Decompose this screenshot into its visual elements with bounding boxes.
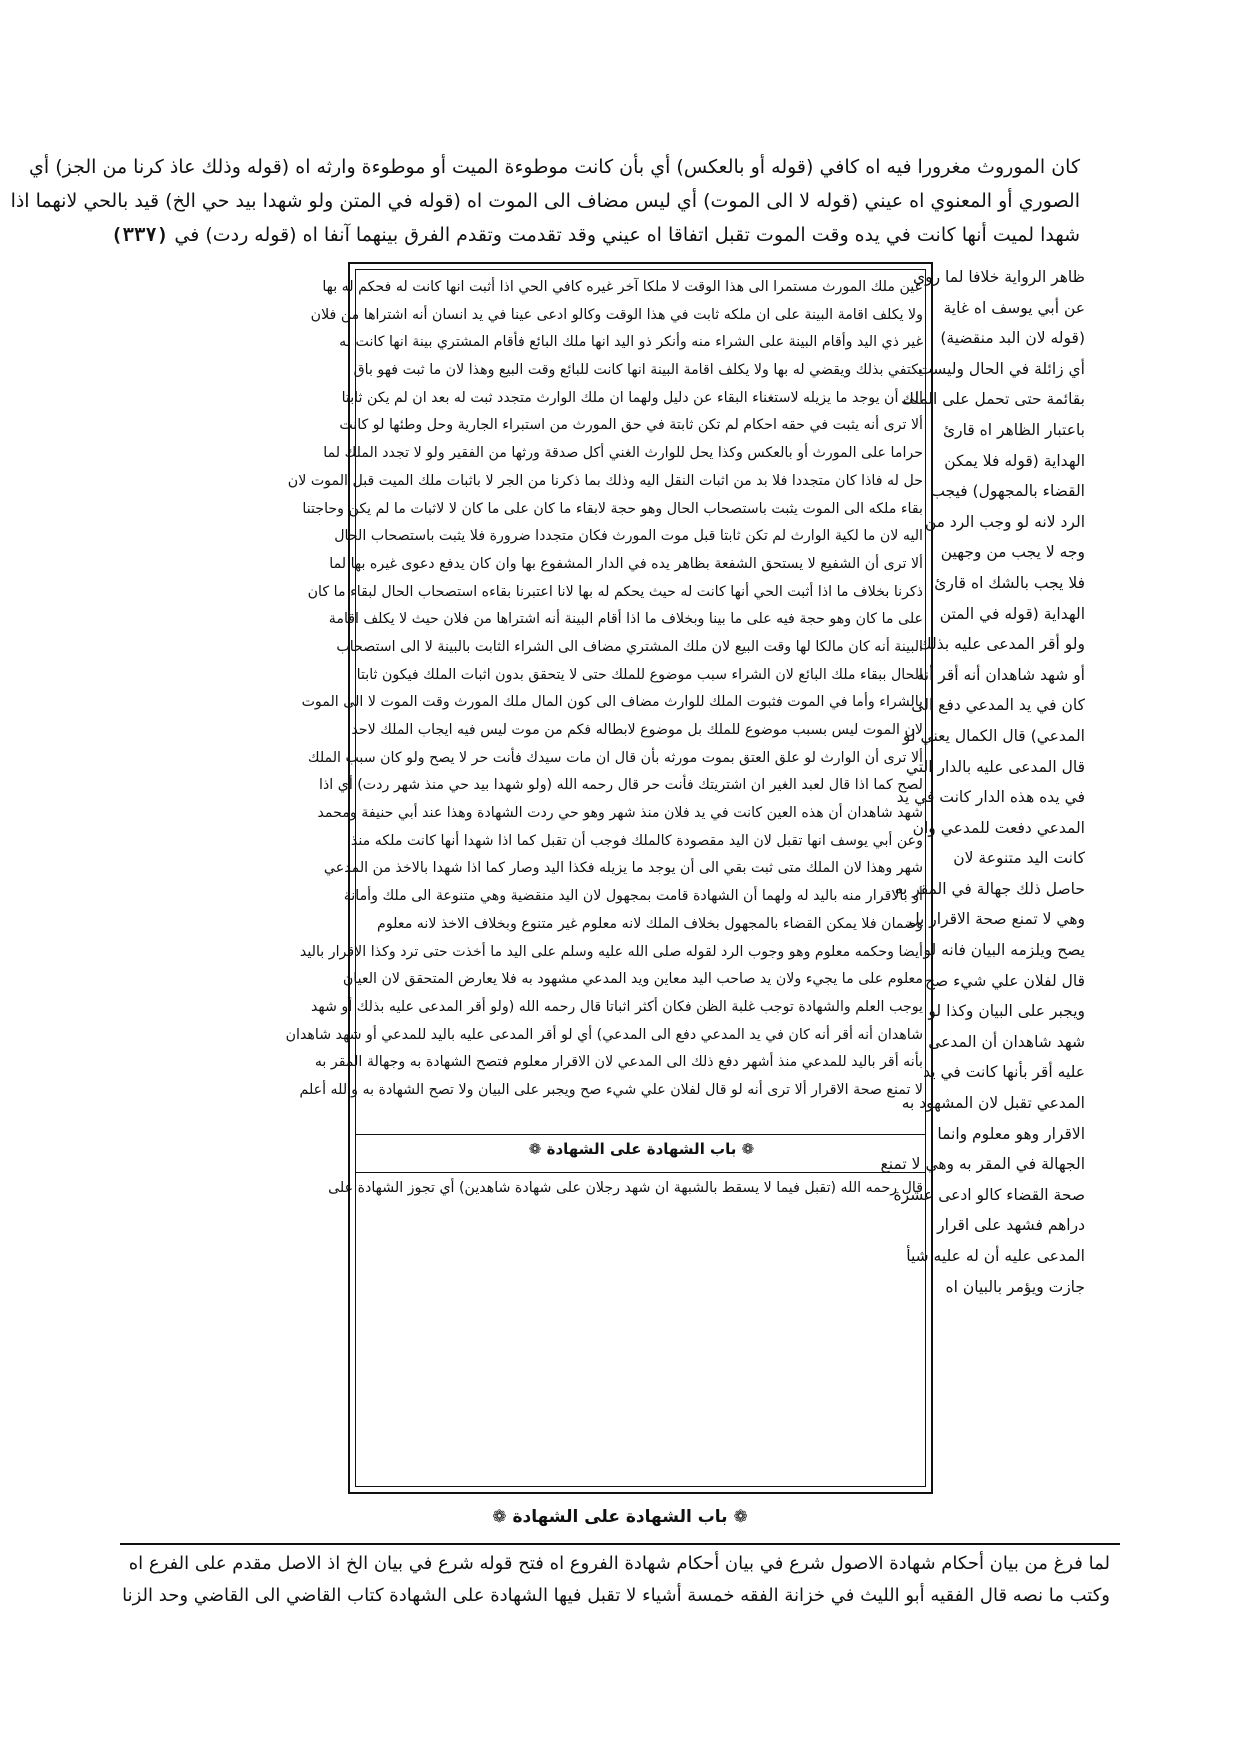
main-line: شهر وهذا لان الملك متى ثبت بقي الى أن يوجد ما يزيله فكذا اليد وصار كما اذا شهدا بالاخذ من المدعي <box>323 860 923 877</box>
side-line: قال المدعى عليه بالدار التي <box>905 757 1085 776</box>
footer-divider <box>120 1543 1120 1545</box>
main-line: بقاء ملكه الى الموت يثبت باستصحاب الحال وهو حجة لابقاء ما كان على ما كان لا لاثبات ما لم يكن وحاجتنا <box>302 500 923 517</box>
main-line: يكتفي بذلك ويقضي له بها ولا يكلف اقامة البينة انها كانت للبائع وقت البيع وهذا لان ما ثبت فهو باق <box>353 362 923 379</box>
side-line: المدعى عليه أن له عليه شيأ <box>906 1247 1085 1265</box>
main-line: ذكرنا بخلاف ما اذا أثبت الحي أنها كانت له حيث يحكم له بها لانا اعتبرنا بقاءه استصحاب الحال لبقاء ما كان <box>307 583 923 600</box>
footer-chapter-text: باب الشهادة على الشهادة <box>512 1507 728 1527</box>
main-line: عين ملك المورث مستمرا الى هذا الوقت لا ملكا آخر غيره كافي الحي اذا أثبت انها كانت له فحكم له بها <box>322 279 923 295</box>
side-line: ويجبر على البيان وكذا لو <box>928 1002 1085 1021</box>
main-line: وعن أبي يوسف انها تقبل لان اليد مقصودة كالملك فوجب أن تقبل كما اذا شهدا أنها كانت ملكه منذ <box>350 832 923 849</box>
footer-chapter-heading <box>470 1502 770 1532</box>
main-line: على ما كان وهو حجة فيه على ما بينا وبخلاف ما اذا أقام البينة أنه اشتراها من فلان حيث لا يكلف اقامة <box>328 611 923 628</box>
main-line: الحال ببقاء ملك البائع لان الشراء سبب موضوع للملك حتى لا يتحقق بدون اثبات الملك فيكون ثابتا <box>356 666 923 683</box>
side-line: وهي لا تمنع صحة الاقرار بل <box>908 910 1085 929</box>
side-line: ولو أقر المدعى عليه بذلك <box>918 635 1085 654</box>
main-text-frame <box>285 262 933 1494</box>
side-line: المدعي دفعت للمدعي وان <box>912 818 1085 837</box>
side-line: فلا يجب بالشك اه قارئ <box>934 573 1085 592</box>
top-line: كان الموروث مغرورا فيه اه كافي (قوله أو بالعكس) أي بأن كانت موطوءة الميت أو موطوءة وارثه اه (قوله وذلك عاذ كرنا من الجز) أي <box>29 156 1080 178</box>
footer-line: وكتب ما نصه قال الفقيه أبو الليث في خزانة الفقه خمسة أشياء لا تقبل فيها الشهادة على الشهادة كتاب القاضي الى القاضي وحد الزنا <box>122 1585 1110 1606</box>
main-text <box>285 274 923 1132</box>
main-line: لا تمنع صحة الاقرار ألا ترى أنه لو قال لفلان علي شيء صح ويجبر على البيان ولا تصح الشهادة به والله أعلم <box>299 1081 923 1098</box>
main-line: ألا ترى أن الوارث لو علق العتق بموت مورثه بأن قال ان مات سيدك فأنت حر لا يصح ولو كان سبب الملك <box>307 749 923 766</box>
main-line: معلوم على ما يجيء ولان يد صاحب اليد معاين ويد المدعي مشهود به فلا يعارض المتحقق لان العيان <box>342 971 923 988</box>
ornament-icon: ❁ <box>741 1140 755 1158</box>
page-number: (٣٣٧) <box>111 224 169 246</box>
main-line: ولا يكلف اقامة البينة على ان ملكه ثابت في هذا الوقت وكالو ادعى عينا في يد انسان أنه اشتراها من فلان <box>310 306 923 323</box>
ornament-icon: ❁ <box>528 1140 542 1158</box>
main-line: لصح كما اذا قال لعبد الغير ان اشتريتك فأنت حر قال رحمه الله (ولو شهدا بيد حي منذ شهر ردت) أي اذا <box>319 777 923 794</box>
side-line: ظاهر الرواية خلافا لما روي <box>913 268 1085 286</box>
divider-rule <box>356 1134 925 1135</box>
chapter-heading-text: باب الشهادة على الشهادة <box>546 1140 737 1158</box>
side-line: يصح ويلزمه البيان فانه لو <box>923 941 1085 960</box>
side-line: الجهالة في المقر به وهي لا تمنع <box>880 1155 1085 1174</box>
side-line: كانت اليد متنوعة لان <box>953 849 1085 868</box>
side-line: بقائمة حتى تحمل على الملك <box>901 390 1085 409</box>
side-line: عليه أقر بأنها كانت في يد <box>923 1063 1085 1082</box>
side-line: صحة القضاء كالو ادعى عشرة <box>893 1185 1085 1204</box>
main-line: البينة أنه كان مالكا لها وقت البيع لان ملك المشتري مضاف الى الشراء الثابت بالبينة لا الى استصحاب <box>336 638 923 655</box>
main-line: يوجب العلم والشهادة توجب غلبة الظن فكان أكثر اثباتا قال رحمه الله (ولو أقر المدعى عليه بذلك أو شهد <box>310 998 923 1015</box>
main-line: غير ذي اليد وأقام البينة على الشراء منه وأنكر ذو اليد انها ملك البائع فأقام المشتري بينة انها كانت له <box>339 334 923 351</box>
side-line: شهد شاهدان أن المدعى <box>928 1032 1085 1051</box>
side-line: المدعي تقبل لان المشهود به <box>901 1094 1085 1113</box>
top-commentary <box>10 150 1080 252</box>
footer-line: لما فرغ من بيان أحكام شهادة الاصول شرع في بيان أحكام شهادة الفروع اه فتح قوله شرع في بيان الخ اذ الاصل مقدم على الفرع اه <box>128 1553 1110 1574</box>
side-line: المدعي) قال الكمال يعني لو <box>902 726 1085 745</box>
top-line: الصوري أو المعنوي اه عيني (قوله لا الى الموت) أي ليس مضاف الى الموت اه (قوله في المتن ولو شهدا بيد حي الخ) قيد بالحي لانهما اذا <box>10 190 1080 212</box>
side-line: أو شهد شاهدان أنه أقر أنه <box>916 665 1085 684</box>
main-line: شاهدان أنه أقر أنه كان في يد المدعي دفع الى المدعي) أي لو أقر المدعى عليه باليد للمدعي أو شهد شاهدان <box>285 1026 923 1043</box>
side-line: في يده هذه الدار كانت في يد <box>896 788 1085 807</box>
ornament-icon: ❁ <box>492 1507 507 1527</box>
side-line: الهداية (قوله فلا يمكن <box>944 451 1085 470</box>
main-line: لان الموت ليس بسبب موضوع للملك بل موضوع لابطاله فكم من موت ليس فيه ايجاب الملك لاحد <box>351 722 923 738</box>
main-line: ألا ترى أنه يثبت في حقه احكام لم تكن ثابتة في حق المورث من استبراء الجارية وحل وطئها لو كانت <box>339 417 923 434</box>
side-line: جازت ويؤمر بالبيان اه <box>945 1277 1085 1296</box>
side-line: أي زائلة في الحال وليست <box>918 359 1085 378</box>
main-line: بأنه أقر باليد للمدعي منذ أشهر دفع ذلك الى المدعي لان الاقرار معلوم فتصح الشهادة به وجهالة المقر به <box>314 1054 923 1071</box>
main-line: أو بالاقرار منه باليد له ولهما أن الشهادة قامت بمجهول لان اليد منقضية وهي متنوعة الى ملك وأمانة <box>343 888 923 905</box>
divider-rule <box>356 1172 925 1173</box>
side-line: الرد لانه لو وجب الرد من <box>924 512 1085 531</box>
side-line: وجه لا يجب من وجهين <box>940 543 1085 562</box>
main-line <box>360 1105 923 1133</box>
main-line: بالشراء وأما في الموت فثبوت الملك للوارث مضاف الى كون المال ملك المورث وقت الموت لا الى الموت <box>301 694 923 711</box>
side-line: دراهم فشهد على اقرار <box>937 1216 1085 1235</box>
main-line: ألا ترى أن الشفيع لا يستحق الشفعة بظاهر يده في الدار المشفوع بها وان كان يدفع دعوى غيره بها لما <box>329 555 923 572</box>
side-line: باعتبار الظاهر اه قارئ <box>943 420 1085 439</box>
side-line: عن أبي يوسف اه غاية <box>943 298 1085 317</box>
main-line: اليه لان ما لكية الوارث لم تكن ثابتا قبل موت المورث فكان متجددا ضرورة فلا يثبت باستصحاب الحال <box>334 528 923 545</box>
main-line: أيضا وحكمه معلوم وهو وجوب الرد لقوله صلى الله عليه وسلم على اليد ما أخذت حتى ترد وكذا الاقرار باليد <box>299 943 923 960</box>
frame-last-line: قال رحمه الله (تقبل فيما لا يسقط بالشبهة ان شهد رجلان على شهادة شاهدين) أي تجوز الشهادة على <box>328 1180 923 1196</box>
main-line: الى أن يوجد ما يزيله لاستغناء البقاء عن دليل ولهما ان ملك الوارث متجدد ثبت له بعد ان لم يكن ثابتا <box>341 389 923 406</box>
side-line: حاصل ذلك جهالة في المقر به <box>894 879 1085 898</box>
side-line: الهداية (قوله في المتن <box>939 604 1085 623</box>
side-line: الاقرار وهو معلوم وانما <box>937 1124 1085 1143</box>
main-line: وضمان فلا يمكن القضاء بالمجهول بخلاف الملك لانه معلوم غير متنوع وبخلاف الاخذ لانه معلوم <box>377 915 923 932</box>
top-line-with-page-number <box>111 218 1080 252</box>
main-line: حراما على المورث أو بالعكس وكذا يحل للوارث الغني أكل صدقة ورثها من الفقير ولو لا تجدد الملك لما <box>323 445 923 462</box>
side-line: القضاء بالمجهول) فيجب <box>930 482 1085 501</box>
footer-commentary <box>122 1548 1110 1612</box>
top-line: شهدا لميت أنها كانت في يده وقت الموت تقبل اتفاقا اه عيني وقد تقدمت وتقدم الفرق بينهما آنفا اه (قوله ردت) في <box>174 224 1080 246</box>
ornament-icon: ❁ <box>733 1507 748 1527</box>
side-commentary <box>880 262 1085 1302</box>
side-line: قال لفلان علي شيء صح <box>925 971 1085 990</box>
main-line: حل له فاذا كان متجددا فلا بد من اثبات النقل اليه وذلك بما ذكرنا من الجر لا باثبات ملك الميت قبل الموت لان <box>287 472 923 489</box>
main-line: شهد شاهدان أن هذه العين كانت في يد فلان منذ شهر وهو حي ردت الشهادة وهذا عند أبي حنيفة ومحمد <box>317 805 923 822</box>
side-line: كان في يد المدعي دفع الى <box>911 696 1085 715</box>
side-line: (قوله لان البد منقضية) <box>940 329 1085 348</box>
chapter-heading-in-frame <box>360 1140 923 1158</box>
